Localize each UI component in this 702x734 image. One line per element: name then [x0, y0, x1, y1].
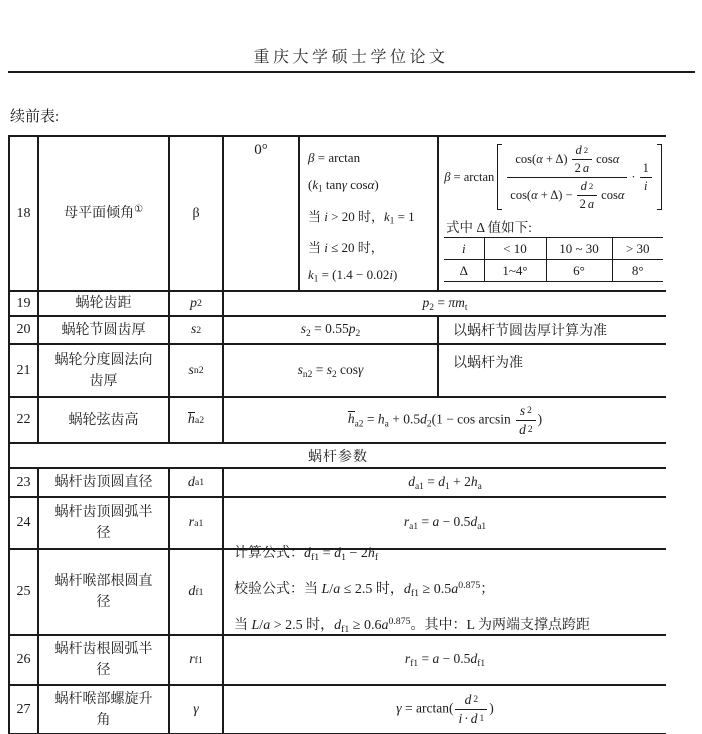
- row-number: 26: [10, 636, 39, 684]
- param-symbol: p 2: [170, 292, 224, 315]
- delta-cell: 1~4°: [484, 260, 546, 282]
- table-row-21: [10, 343, 666, 396]
- formula-line: ($k_1$ tanγ cosα): [308, 177, 379, 194]
- continued-table-label: 续前表:: [10, 109, 60, 125]
- worm-parameters-table: [8, 135, 666, 734]
- param-symbol: r f1: [170, 636, 224, 684]
- row-number: 22: [10, 398, 39, 442]
- param-name: 蜗轮节圆齿厚: [39, 317, 170, 343]
- row-number: 19: [10, 292, 39, 315]
- doc-title: 重庆大学硕士学位论文: [253, 49, 449, 66]
- fraction: d 2 2 a: [577, 179, 598, 212]
- table-row-25: [10, 548, 666, 634]
- param-formula: $s_{n2} = s_2$ cosγ: [224, 345, 439, 396]
- row-number: 20: [10, 317, 39, 343]
- formula-lhs: β = arctan: [444, 169, 495, 184]
- row-number: 21: [10, 345, 39, 396]
- header-rule: [8, 71, 695, 73]
- param-symbol: r a1: [170, 498, 224, 548]
- delta-cell: 8°: [612, 260, 663, 282]
- formula-line: $k_1 = (1.4 - 0.02i)$: [308, 267, 398, 285]
- param-name: 蜗杆齿顶圆直径: [39, 469, 170, 496]
- formula-line: 当 i > 20 时，$k_1 = 1$: [308, 208, 415, 226]
- table-row-18: [10, 135, 666, 290]
- footnote-mark: ①: [134, 204, 143, 216]
- delta-cell: 6°: [546, 260, 612, 282]
- section-header-row: [10, 442, 666, 467]
- param-name: [39, 137, 170, 290]
- table-row-19: [10, 290, 666, 315]
- delta-cell: i: [461, 240, 466, 256]
- param-name: 蜗轮弦齿高: [39, 398, 170, 442]
- param-symbol: β: [170, 137, 224, 290]
- right-bracket: [657, 144, 662, 210]
- param-symbol: s n2: [170, 345, 224, 396]
- param-formula: $r_{a1} = a - 0.5d_{a1}$: [403, 514, 487, 532]
- param-name: 蜗杆齿根圆弧半径: [39, 636, 170, 684]
- delta-note: 式中 Δ 值如下:: [446, 220, 532, 235]
- table-row-20: [10, 315, 666, 343]
- param-name: 蜗轮齿距: [39, 292, 170, 315]
- param-formula: $p_2 = \pi m_t$: [422, 294, 468, 313]
- row-number: 27: [10, 686, 39, 733]
- row-number: 18: [10, 137, 39, 290]
- page-header: [0, 0, 702, 67]
- delta-cell: > 30: [612, 238, 663, 260]
- fraction: $\frac{1}{i}$: [640, 161, 652, 194]
- section-header: 蜗杆参数: [308, 449, 368, 465]
- param-formula: $s_2 = 0.55p_2$: [224, 317, 439, 343]
- param-note: 以蜗杆为准: [453, 356, 523, 371]
- param-name: 蜗杆齿顶圆弧半径: [39, 498, 170, 548]
- param-name: 蜗杆喉部螺旋升角: [39, 686, 170, 733]
- param-symbol: s 2: [170, 317, 224, 343]
- row-number: 23: [10, 469, 39, 496]
- beta-condition-formula: [300, 137, 439, 290]
- delta-cell: < 10: [484, 238, 546, 260]
- table-row-27: [10, 684, 666, 733]
- param-formula: γ = arctan( d 2 i · d 1 ): [396, 692, 494, 726]
- delta-cell: 10 ~ 30: [546, 238, 612, 260]
- param-symbol: γ: [170, 686, 224, 733]
- delta-value-row: [444, 260, 663, 282]
- delta-cell: Δ: [444, 260, 484, 282]
- param-name: 蜗杆喉部根圆直径: [39, 550, 170, 634]
- beta-zero-value: 0°: [224, 137, 300, 290]
- param-symbol: d a1: [170, 469, 224, 496]
- left-bracket: [497, 144, 502, 210]
- formula-line: 当 L/a > 2.5 时，$d_{f1} \ge 0.6a^{0.875}$。其中：L 为两端支撑点跨距: [234, 615, 591, 635]
- fraction: cos(α + Δ) d 2 2 a cosα cos(α + Δ) − d 2 2 a cosα: [507, 143, 627, 212]
- param-formula: $h_{a2} = h_a + 0.5d_2(1 - \cos \arcsin$ s 2 d 2 ): [347, 402, 543, 437]
- table-row-26: [10, 634, 666, 684]
- delta-header-row: [444, 238, 663, 260]
- formula-line: 计算公式：$d_{f1} = d_1 - 2h_f$: [234, 546, 379, 564]
- formula-line: β = arctan: [308, 150, 361, 165]
- table-row-23: [10, 467, 666, 496]
- beta-arctan-formula: [444, 141, 663, 213]
- row-number: 25: [10, 550, 39, 634]
- param-formula: [224, 546, 666, 635]
- param-name: 蜗轮分度圆法向齿厚: [39, 345, 170, 396]
- row-number: 24: [10, 498, 39, 548]
- delta-values-table: [444, 237, 663, 282]
- formula-line: 当 i ≤ 20 时，: [308, 240, 384, 256]
- param-note: 以蜗杆节圆齿厚计算为准: [453, 324, 607, 339]
- param-name-text: 母平面倾角①: [64, 204, 143, 221]
- param-formula: $r_{f1} = a - 0.5d_{f1}$: [404, 651, 486, 669]
- table-row-22: [10, 396, 666, 442]
- param-formula: $d_{a1} = d_1 + 2h_a$: [408, 473, 482, 492]
- formula-line: 校验公式：当 L/a ≤ 2.5 时，$d_{f1} \ge 0.5a^{0.875}$；: [234, 580, 495, 599]
- multiply-dot: ·: [631, 169, 636, 184]
- beta-arctan-cell: [439, 137, 666, 290]
- param-symbol: d f1: [170, 550, 224, 634]
- fraction: d 2 2 a: [572, 143, 593, 176]
- param-symbol: h a2: [170, 398, 224, 442]
